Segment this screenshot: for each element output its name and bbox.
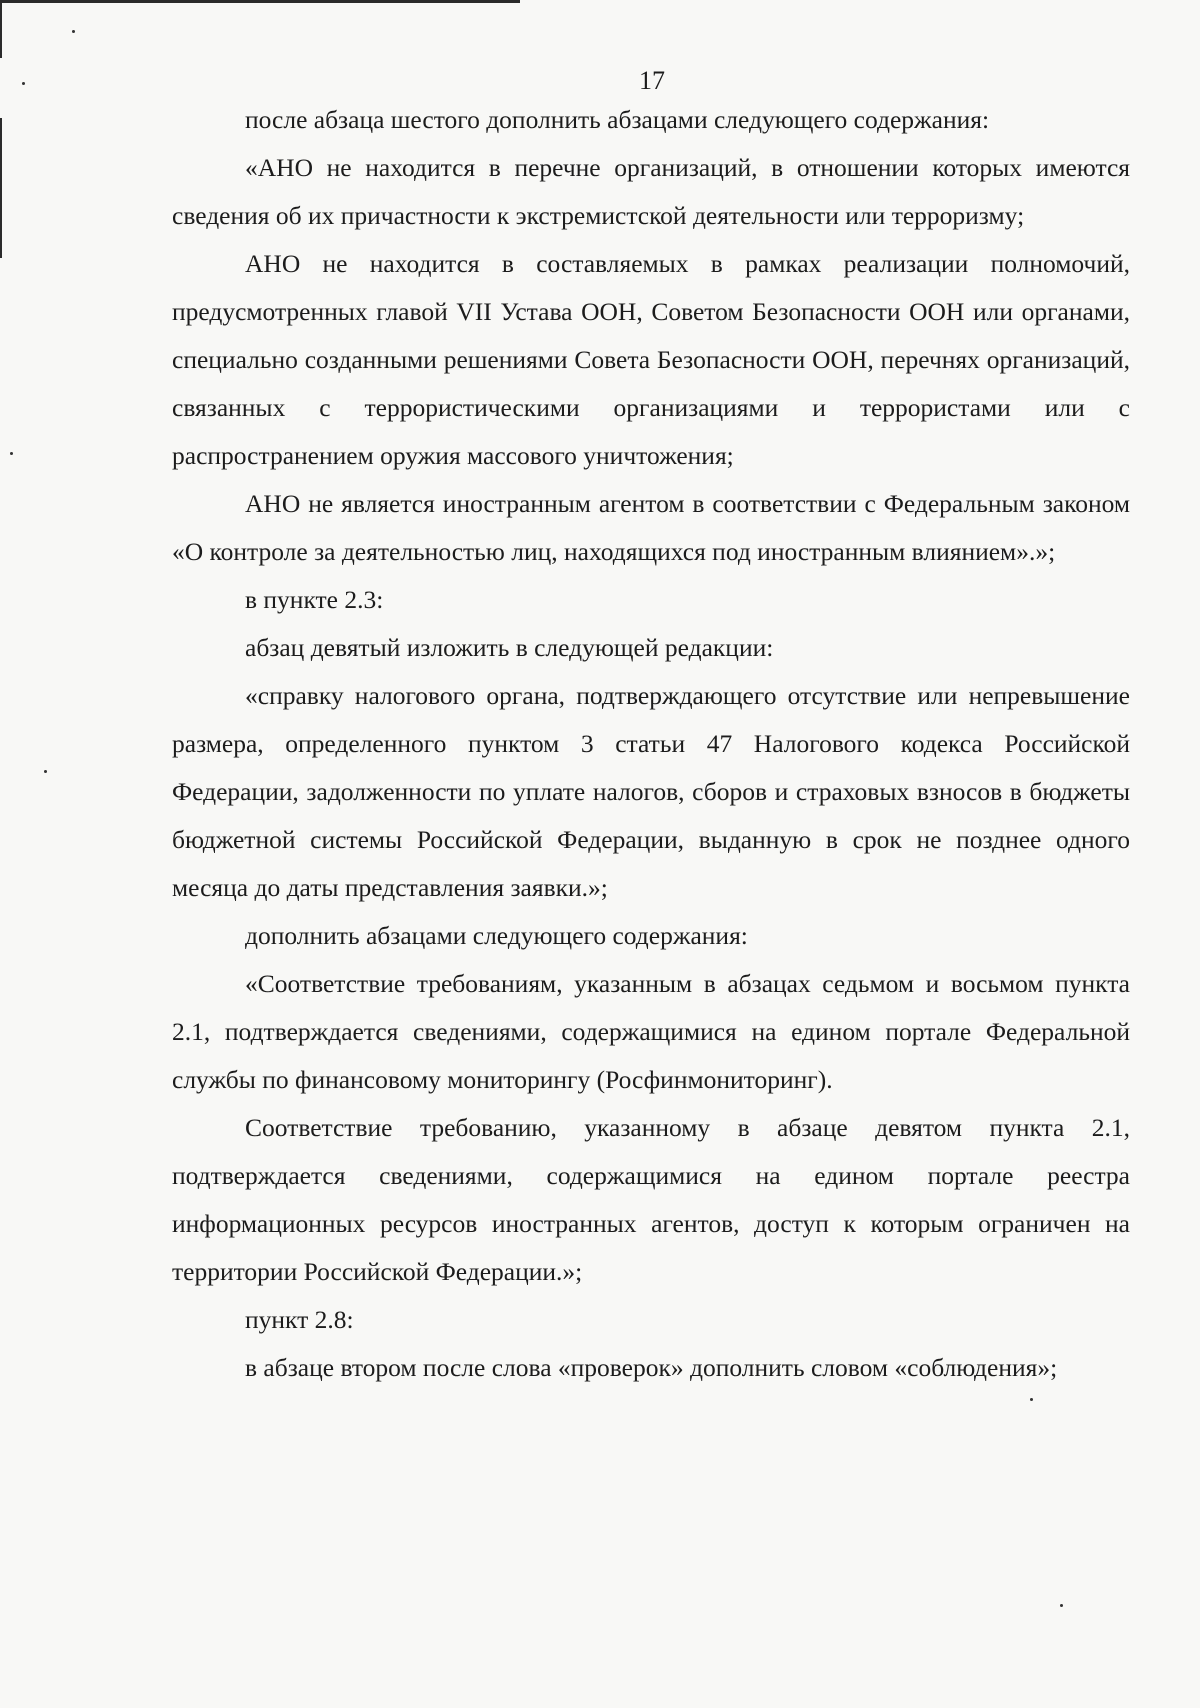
scan-speck — [1060, 1604, 1063, 1607]
scan-edge-left-lower — [0, 118, 2, 258]
scan-speck — [44, 770, 47, 773]
paragraph: АНО не находится в составляемых в рамках реализации полномочий, предусмотренных главой VII Устава ООН, Советом Безопасности ООН или органами, специально созданными решениями Совета Безопасности ООН, перечнях организаций, связанных с террористическими организациями и террористами или с распространением оружия массового уничтожения; — [172, 249, 1130, 470]
document-body — [172, 96, 1130, 1392]
paragraph: «Соответствие требованиям, указанным в абзацах седьмом и восьмом пункта 2.1, подтверждается сведениями, содержащимися на едином портале Федеральной службы по финансовому мониторингу (Росфинмониторинг). — [172, 969, 1130, 1094]
paragraph: в пункте 2.3: — [245, 585, 384, 614]
paragraph: АНО не является иностранным агентом в соответствии с Федеральным законом «О контроле за деятельностью лиц, находящихся под иностранным влиянием».»; — [172, 489, 1130, 566]
scan-speck — [10, 452, 13, 455]
paragraph: «справку налогового органа, подтверждающего отсутствие или непревышение размера, определенного пунктом 3 статьи 47 Налогового кодекса Российской Федерации, задолженности по уплате налогов, сборов и страховых взносов в бюджеты бюджетной системы Российской Федерации, выданную в срок не позднее одного месяца до даты представления заявки.»; — [172, 681, 1130, 902]
paragraph: в абзаце втором после слова «проверок» дополнить словом «соблюдения»; — [245, 1353, 1058, 1382]
page-number: 17 — [639, 66, 665, 95]
paragraph: дополнить абзацами следующего содержания: — [245, 921, 748, 950]
paragraph: после абзаца шестого дополнить абзацами следующего содержания: — [245, 105, 990, 134]
paragraph: пункт 2.8: — [245, 1305, 354, 1334]
paragraph: Соответствие требованию, указанному в абзаце девятом пункта 2.1, подтверждается сведениями, содержащимися на едином портале реестра информационных ресурсов иностранных агентов, доступ к которым ограничен на территории Российской Федерации.»; — [172, 1113, 1130, 1286]
scan-edge-left — [0, 0, 2, 58]
paragraph: абзац девятый изложить в следующей редакции: — [245, 633, 774, 662]
paragraph: «АНО не находится в перечне организаций, в отношении которых имеются сведения об их причастности к экстремистской деятельности или терроризму; — [172, 153, 1130, 230]
scan-speck — [72, 30, 75, 33]
scan-edge-top — [0, 0, 520, 3]
scan-speck — [1030, 1398, 1033, 1401]
